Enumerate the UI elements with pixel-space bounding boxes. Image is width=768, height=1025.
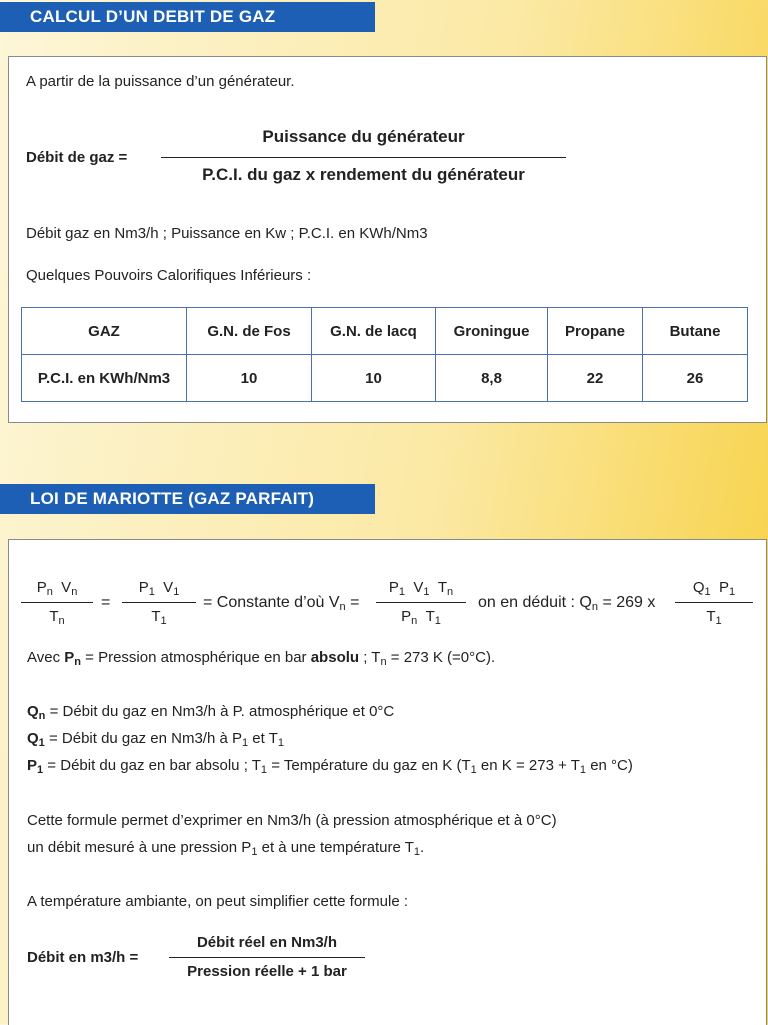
eq-f2-numerator: $P_1$ $V_1$	[138, 579, 180, 598]
eq-f2-bar	[122, 602, 196, 603]
formula-label: Débit de gaz =	[26, 149, 128, 166]
avec-line: Avec $P_n$ = Pression atmosphérique en bar absolu ; $T_n = 273$ K (=0°C).	[27, 649, 496, 668]
final-formula-denominator: Pression réelle + 1 bar	[187, 963, 347, 980]
eq-f3-bar	[376, 602, 466, 603]
eq-f4-bar	[675, 602, 753, 603]
pci-table	[21, 307, 748, 402]
units-text: Débit gaz en Nm3/h ; Puissance en Kw ; P.C.I. en KWh/Nm3	[26, 225, 428, 242]
eq-f1-numerator: $P_n$ $V_n$	[36, 579, 78, 598]
header-cell-groningue: Groningue	[436, 308, 548, 355]
eq-f1-denominator: $T_n$	[49, 608, 65, 627]
eq-f3-numerator: $P_1$ $V_1$ $T_n$	[388, 579, 454, 598]
eq-equals-1: =	[101, 594, 111, 611]
eq-deduit-text: on en déduit : Qn = 269 x	[478, 594, 656, 613]
simplify-intro: A température ambiante, on peut simplifier cette formule :	[27, 893, 409, 910]
definition-qn: $Q_n$ = Débit du gaz en Nm3/h à P. atmosphérique et 0°C	[27, 703, 395, 722]
final-formula-numerator: Débit réel en Nm3/h	[196, 934, 338, 951]
final-formula-bar	[169, 957, 365, 958]
section-title-mariotte: LOI DE MARIOTTE (GAZ PARFAIT)	[0, 484, 375, 514]
definition-p1: $P_1$ = Débit du gaz en bar absolu ; $T_1$ = Température du gaz en K ($T_1$ en $K = 273 + T_1$ en °C)	[27, 757, 633, 776]
final-formula-label: Débit en m3/h =	[27, 949, 139, 966]
intro-text: A partir de la puissance d’un générateur.	[26, 73, 295, 90]
value-cell-groningue: 8,8	[436, 355, 548, 402]
table-row	[22, 355, 748, 402]
eq-f4-numerator: $Q_1$ $P_1$	[692, 579, 736, 598]
definition-q1: $Q_1$ = Débit du gaz en Nm3/h à $P_1$ et $T_1$	[27, 730, 284, 749]
header-cell-lacq: G.N. de lacq	[312, 308, 436, 355]
paragraph-line-1: Cette formule permet d’exprimer en Nm3/h (à pression atmosphérique et à 0°C)	[27, 812, 557, 829]
formula-fraction-bar	[161, 157, 566, 158]
header-cell-propane: Propane	[548, 308, 643, 355]
formula-numerator: Puissance du générateur	[262, 127, 465, 146]
mariotte-panel	[8, 539, 767, 1025]
value-cell-butane: 26	[643, 355, 748, 402]
eq-f2-denominator: $T_1$	[151, 608, 167, 627]
eq-constant-text: = Constante d’où Vn =	[203, 594, 360, 613]
header-cell-butane: Butane	[643, 308, 748, 355]
value-cell-fos: 10	[187, 355, 312, 402]
value-cell-lacq: 10	[312, 355, 436, 402]
debit-panel	[8, 56, 767, 423]
pci-intro: Quelques Pouvoirs Calorifiques Inférieurs :	[26, 267, 312, 284]
eq-f3-denominator: $P_n$ $T_1$	[401, 608, 441, 627]
table-header-row	[22, 308, 748, 355]
value-cell-propane: 22	[548, 355, 643, 402]
eq-f4-denominator: $T_1$	[706, 608, 722, 627]
paragraph-line-2: un débit mesuré à une pression $P_1$ et à une température $T_1$.	[27, 839, 425, 858]
header-cell-gaz: GAZ	[22, 308, 187, 355]
row-label-pci: P.C.I. en KWh/Nm3	[22, 355, 187, 402]
formula-denominator: P.C.I. du gaz x rendement du générateur	[202, 165, 525, 184]
section-title-debit: CALCUL D’UN DEBIT DE GAZ	[0, 2, 375, 32]
header-cell-fos: G.N. de Fos	[187, 308, 312, 355]
eq-f1-bar	[21, 602, 93, 603]
